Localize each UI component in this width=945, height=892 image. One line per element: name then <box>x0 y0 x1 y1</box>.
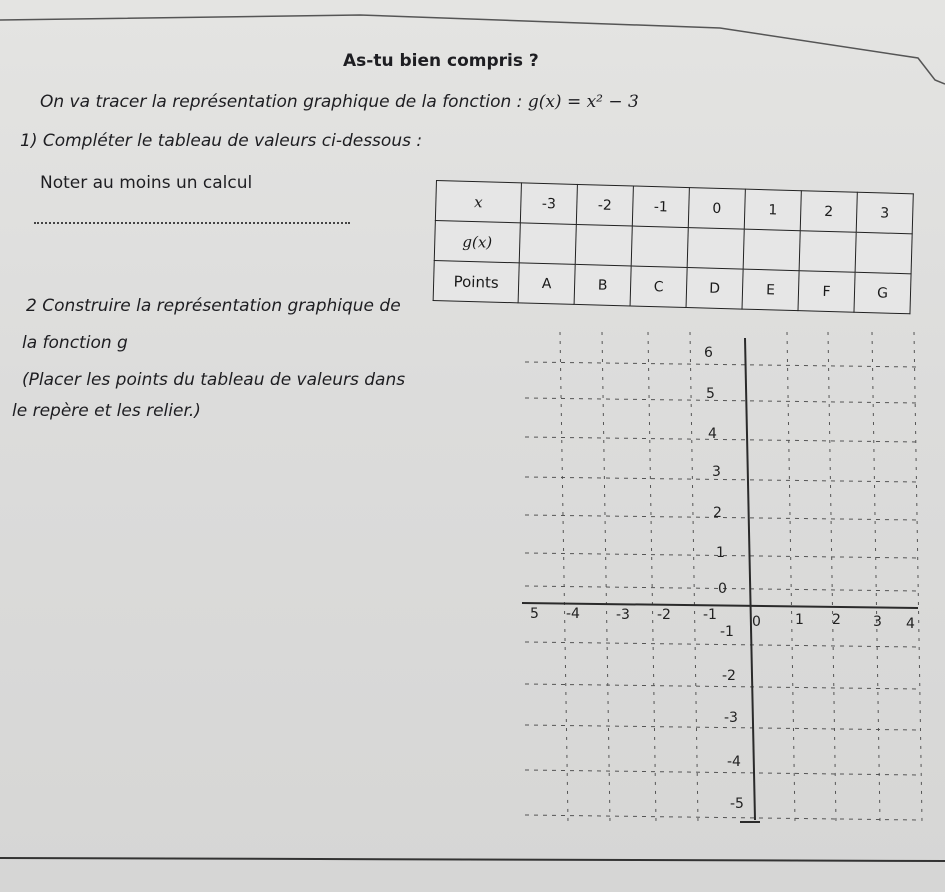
calculation-note: Noter au moins un calcul <box>40 173 253 193</box>
table-point-label: B <box>574 264 631 306</box>
grid-line-horizontal <box>525 362 918 367</box>
grid-line-horizontal <box>525 437 918 442</box>
grid-line-horizontal <box>525 725 918 730</box>
grid-line-vertical <box>872 332 880 822</box>
table-point-label: F <box>798 271 855 313</box>
y-axis <box>745 338 755 820</box>
x-tick-label: 3 <box>873 614 882 630</box>
axes <box>522 338 918 822</box>
x-tick-label: 4 <box>906 616 915 632</box>
x-tick-label: 0 <box>752 614 761 630</box>
table-point-label: C <box>630 266 687 308</box>
table-x-value: -3 <box>520 183 577 225</box>
grid-line-horizontal <box>525 815 918 820</box>
x-tick-label: -1 <box>703 607 717 623</box>
x-tick-label: -4 <box>566 606 580 622</box>
grid-line-horizontal <box>525 398 918 403</box>
x-tick-label: 1 <box>795 612 804 628</box>
grid-line-vertical <box>828 332 836 822</box>
table-header-x: x <box>435 181 521 223</box>
grid-line-vertical <box>560 332 568 822</box>
grid-line-vertical <box>690 332 698 822</box>
y-tick-label: -3 <box>724 710 738 726</box>
question-2-line-3: (Placer les points du tableau de valeurs dans <box>22 370 406 390</box>
table-point-label: A <box>518 263 575 305</box>
grid-line-vertical <box>914 332 922 822</box>
y-tick-label: 3 <box>712 464 721 480</box>
grid-lines <box>525 332 922 822</box>
axis-labels <box>530 345 915 812</box>
table-header-g: g(x) <box>434 220 520 262</box>
question-2-line-1: 2 Construire la représentation graphique de <box>26 296 401 316</box>
y-tick-label: 2 <box>713 505 722 521</box>
grid-line-horizontal <box>525 642 918 647</box>
table-point-label: D <box>686 268 743 310</box>
grid-line-vertical <box>787 332 795 822</box>
y-tick-label: 5 <box>706 386 715 402</box>
y-tick-label: 0 <box>718 581 727 597</box>
table-x-value: 1 <box>744 189 801 231</box>
grid-line-horizontal <box>525 477 918 482</box>
worksheet-title: As-tu bien compris ? <box>343 51 539 71</box>
grid-line-vertical <box>648 332 656 822</box>
table-header-points: Points <box>433 260 519 302</box>
table-x-value: 3 <box>856 192 913 234</box>
x-tick-label: 5 <box>530 606 539 622</box>
y-tick-label: -2 <box>722 668 736 684</box>
question-1: 1) Compléter le tableau de valeurs ci-dessous : <box>20 131 423 151</box>
y-tick-label: 1 <box>716 545 725 561</box>
grid-line-horizontal <box>525 770 918 775</box>
x-tick-label: -3 <box>616 607 630 623</box>
table-point-label: G <box>854 272 911 314</box>
function-expression: g(x) = x² − 3 <box>527 92 639 112</box>
table-x-value: -1 <box>632 186 689 228</box>
y-tick-label: -1 <box>720 624 734 640</box>
question-2-line-2: la fonction g <box>22 333 128 353</box>
y-tick-label: 6 <box>704 345 713 361</box>
x-tick-label: -2 <box>657 607 671 623</box>
table-x-value: 0 <box>688 188 745 230</box>
x-axis <box>522 603 918 608</box>
intro-text: On va tracer la représentation graphique de la fonction : <box>40 92 523 112</box>
table-point-label: E <box>742 269 799 311</box>
question-2-line-4: le repère et les relier.) <box>12 401 201 421</box>
grid-line-vertical <box>602 332 610 822</box>
table-x-value: 2 <box>800 191 857 233</box>
y-tick-label: -4 <box>727 754 741 770</box>
y-tick-label: -5 <box>730 796 744 812</box>
grid-line-horizontal <box>525 684 918 689</box>
table-x-value: -2 <box>576 184 633 226</box>
x-tick-label: 2 <box>832 612 841 628</box>
y-tick-label: 4 <box>708 426 717 442</box>
